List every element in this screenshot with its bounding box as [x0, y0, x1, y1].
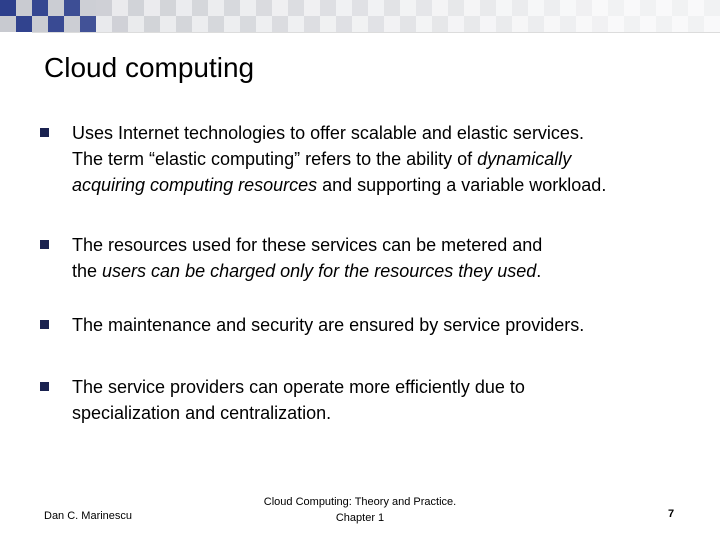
checker-cell [448, 16, 464, 32]
checker-cell [208, 16, 224, 32]
bullet-line [72, 258, 712, 284]
page-number: 7 [668, 508, 675, 520]
checker-cell [272, 0, 288, 16]
checker-cell [320, 0, 336, 16]
checker-cell [112, 16, 128, 32]
checker-cell [432, 16, 448, 32]
checker-cell [48, 0, 64, 16]
checker-cell [464, 0, 480, 16]
checker-cell [544, 16, 560, 32]
checker-cell [288, 0, 304, 16]
slide-title: Cloud computing [44, 52, 255, 83]
checker-cell [0, 0, 16, 16]
footer-book-title: Cloud Computing: Theory and Practice. [263, 496, 457, 508]
bullet-marker-icon [40, 382, 49, 391]
checker-cell [160, 0, 176, 16]
checker-cell [16, 16, 32, 32]
bullet-text [72, 312, 712, 338]
checker-cell [32, 0, 48, 16]
checker-cell [320, 16, 336, 32]
checker-cell [400, 16, 416, 32]
checker-cell [368, 0, 384, 16]
checker-cell [624, 16, 640, 32]
text-run: The service providers can operate more efficiently due to [72, 377, 525, 397]
checker-cell [176, 16, 192, 32]
text-run: specialization and centralization. [72, 403, 332, 423]
bullet-line [72, 374, 712, 400]
checker-cell [560, 16, 576, 32]
checker-cell [480, 16, 496, 32]
bullet-text [72, 232, 712, 284]
bullet-marker-icon [40, 240, 49, 249]
footer-book-reference [250, 494, 470, 526]
checker-cell [304, 0, 320, 16]
checker-cell [192, 16, 208, 32]
checker-cell [672, 16, 688, 32]
checker-cell [288, 16, 304, 32]
checker-cell [96, 0, 112, 16]
checker-cell [432, 0, 448, 16]
checker-cell [576, 0, 592, 16]
checker-cell [464, 16, 480, 32]
checker-cell [688, 16, 704, 32]
bullet-line [72, 172, 712, 198]
emphasized-text: users can be charged only for the resources they used [102, 261, 537, 281]
checker-cell [304, 16, 320, 32]
decorative-header-band [0, 0, 720, 32]
checker-cell [400, 0, 416, 16]
checker-cell [80, 16, 96, 32]
checker-cell [496, 16, 512, 32]
checker-cell [416, 0, 432, 16]
bullet-line [72, 400, 712, 426]
checker-cell [560, 0, 576, 16]
checker-cell [528, 0, 544, 16]
checker-cell [224, 16, 240, 32]
checker-cell [336, 0, 352, 16]
bullet-marker-icon [40, 320, 49, 329]
checker-cell [640, 0, 656, 16]
checker-cell [368, 16, 384, 32]
checker-cell [64, 0, 80, 16]
checker-cell [336, 16, 352, 32]
checker-cell [592, 0, 608, 16]
checker-cell [544, 0, 560, 16]
checker-cell [656, 16, 672, 32]
text-run: Uses Internet technologies to offer scalable and elastic services. [72, 123, 584, 143]
checker-cell [96, 16, 112, 32]
checker-cell [704, 0, 720, 16]
checker-cell [48, 16, 64, 32]
checker-cell [704, 16, 720, 32]
checker-cell [480, 0, 496, 16]
text-run: and supporting a variable workload. [317, 175, 607, 195]
checker-cell [256, 0, 272, 16]
checker-cell [352, 16, 368, 32]
checker-cell [656, 0, 672, 16]
bullet-line [72, 312, 712, 338]
checker-cell [576, 16, 592, 32]
checker-cell [688, 0, 704, 16]
checker-cell [16, 0, 32, 16]
emphasized-text: acquiring computing resources [72, 175, 318, 195]
bullet-line [72, 146, 712, 172]
checker-cell [672, 0, 688, 16]
footer-author: Dan C. Marinescu [44, 510, 133, 522]
checker-cell [208, 0, 224, 16]
checker-cell [528, 16, 544, 32]
text-run: The resources used for these services can be metered and [72, 235, 543, 255]
checker-cell [224, 0, 240, 16]
bullet-text [72, 374, 712, 426]
bullet-line [72, 232, 712, 258]
checker-cell [624, 0, 640, 16]
checker-cell [128, 16, 144, 32]
checker-cell [384, 0, 400, 16]
checker-cell [512, 0, 528, 16]
checker-cell [416, 16, 432, 32]
checker-cell [272, 16, 288, 32]
text-run: the [72, 261, 103, 281]
checker-cell [112, 0, 128, 16]
text-run: . [536, 261, 542, 281]
checker-cell [512, 16, 528, 32]
text-run: The term “elastic computing” refers to the ability of [72, 149, 478, 169]
emphasized-text: dynamically [477, 149, 572, 169]
bullet-line [72, 120, 712, 146]
checker-cell [640, 16, 656, 32]
checker-cell [160, 16, 176, 32]
checker-cell [608, 0, 624, 16]
checker-cell [240, 0, 256, 16]
checker-cell [384, 16, 400, 32]
checker-cell [144, 16, 160, 32]
checker-cell [448, 0, 464, 16]
checker-cell [592, 16, 608, 32]
bullet-text [72, 120, 712, 198]
checker-cell [176, 0, 192, 16]
bullet-marker-icon [40, 128, 49, 137]
checker-cell [352, 0, 368, 16]
footer-chapter: Chapter 1 [335, 512, 385, 524]
text-run: The maintenance and security are ensured by service providers. [72, 315, 585, 335]
checker-cell [608, 16, 624, 32]
checker-cell [256, 16, 272, 32]
title-divider [32, 32, 720, 33]
checker-cell [0, 16, 16, 32]
checker-cell [496, 0, 512, 16]
checker-cell [32, 16, 48, 32]
checker-cell [80, 0, 96, 16]
checker-cell [240, 16, 256, 32]
checker-cell [64, 16, 80, 32]
checker-cell [192, 0, 208, 16]
checker-cell [128, 0, 144, 16]
checker-cell [144, 0, 160, 16]
